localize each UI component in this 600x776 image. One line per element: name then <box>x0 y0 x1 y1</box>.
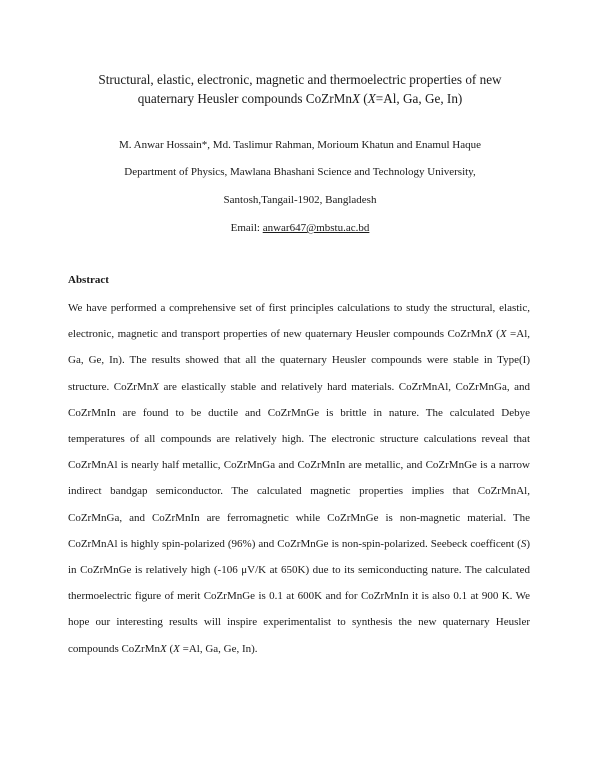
affiliation: Department of Physics, Mawlana Bhashani Science and Technology University, <box>124 166 476 178</box>
abstract-text: =Al, Ga, Ge, In). <box>179 642 258 655</box>
abstract-text: =Al, Ga, Ge, In). The results showed that all the quaternary Heusler compounds were stable in Type(I) structure. CoZrMn <box>68 328 530 393</box>
address: Santosh,Tangail-1902, Bangladesh <box>223 194 377 206</box>
author-list: M. Anwar Hossain*, Md. Taslimur Rahman, Morioum Khatun and Enamul Haque <box>119 139 481 151</box>
title-text: =Al, Ga, Ge, In) <box>375 91 463 106</box>
paper-title <box>60 70 540 108</box>
title-variable: X <box>351 91 360 106</box>
abstract-text: ( <box>492 328 500 341</box>
abstract-variable: S <box>520 537 527 550</box>
abstract-variable: X <box>499 328 507 341</box>
abstract-text: We have performed a comprehensive set of first principles calculations to study the structural, elastic, electronic, magnetic and transport properties of new quaternary Heusler compounds CoZrMn <box>68 302 530 341</box>
email-label: Email: <box>230 222 263 234</box>
abstract-variable: X <box>485 328 493 341</box>
email-link[interactable]: anwar647@mbstu.ac.bd <box>262 222 370 234</box>
abstract-text: are elastically stable and relatively hard materials. CoZrMnAl, CoZrMnGa, and CoZrMnIn are found to be ductile and CoZrMnGe is brittle in nature. The calculated Debye temperatures of all compounds are relatively high. The electronic structure calculations reveal that CoZrMnAl is nearly half metallic, CoZrMnGa and CoZrMnIn are metallic, and CoZrMnGe is a narrow indirect bandgap semiconductor. The calculated magnetic properties implies that CoZrMnAl, CoZrMnGa, and CoZrMnIn are ferromagnetic while CoZrMnGe is non-magnetic material. The CoZrMnAl is highly spin-polarized (96%) and CoZrMnGe is non-spin-polarized. Seebeck coefficent ( <box>68 380 530 550</box>
abstract-variable: X <box>152 380 159 393</box>
title-variable: X <box>367 91 376 106</box>
abstract-text: ) in CoZrMnGe is relatively high (-106 μV/K at 650K) due to its semiconducting nature. The calculated thermoelectric figure of merit CoZrMnGe is 0.1 at 600K and for CoZrMnIn it is also 0.1 at 900 K. We hope our interesting results will inspire experimentalist to synthesis the new quaternary Heusler compounds CoZrMn <box>68 537 530 655</box>
abstract-paragraph <box>68 295 530 662</box>
abstract-body <box>68 295 530 662</box>
title-line-1: Structural, elastic, electronic, magnetic and thermoelectric properties of new <box>98 72 502 87</box>
abstract-heading: Abstract <box>68 274 109 286</box>
abstract-variable: X <box>159 642 167 655</box>
abstract-variable: X <box>173 642 180 655</box>
title-line-2 <box>60 89 540 108</box>
title-text: ( <box>360 91 368 106</box>
abstract-text: ( <box>166 642 174 655</box>
email-line <box>40 221 560 235</box>
title-text: quaternary Heusler compounds CoZrMn <box>137 91 352 106</box>
